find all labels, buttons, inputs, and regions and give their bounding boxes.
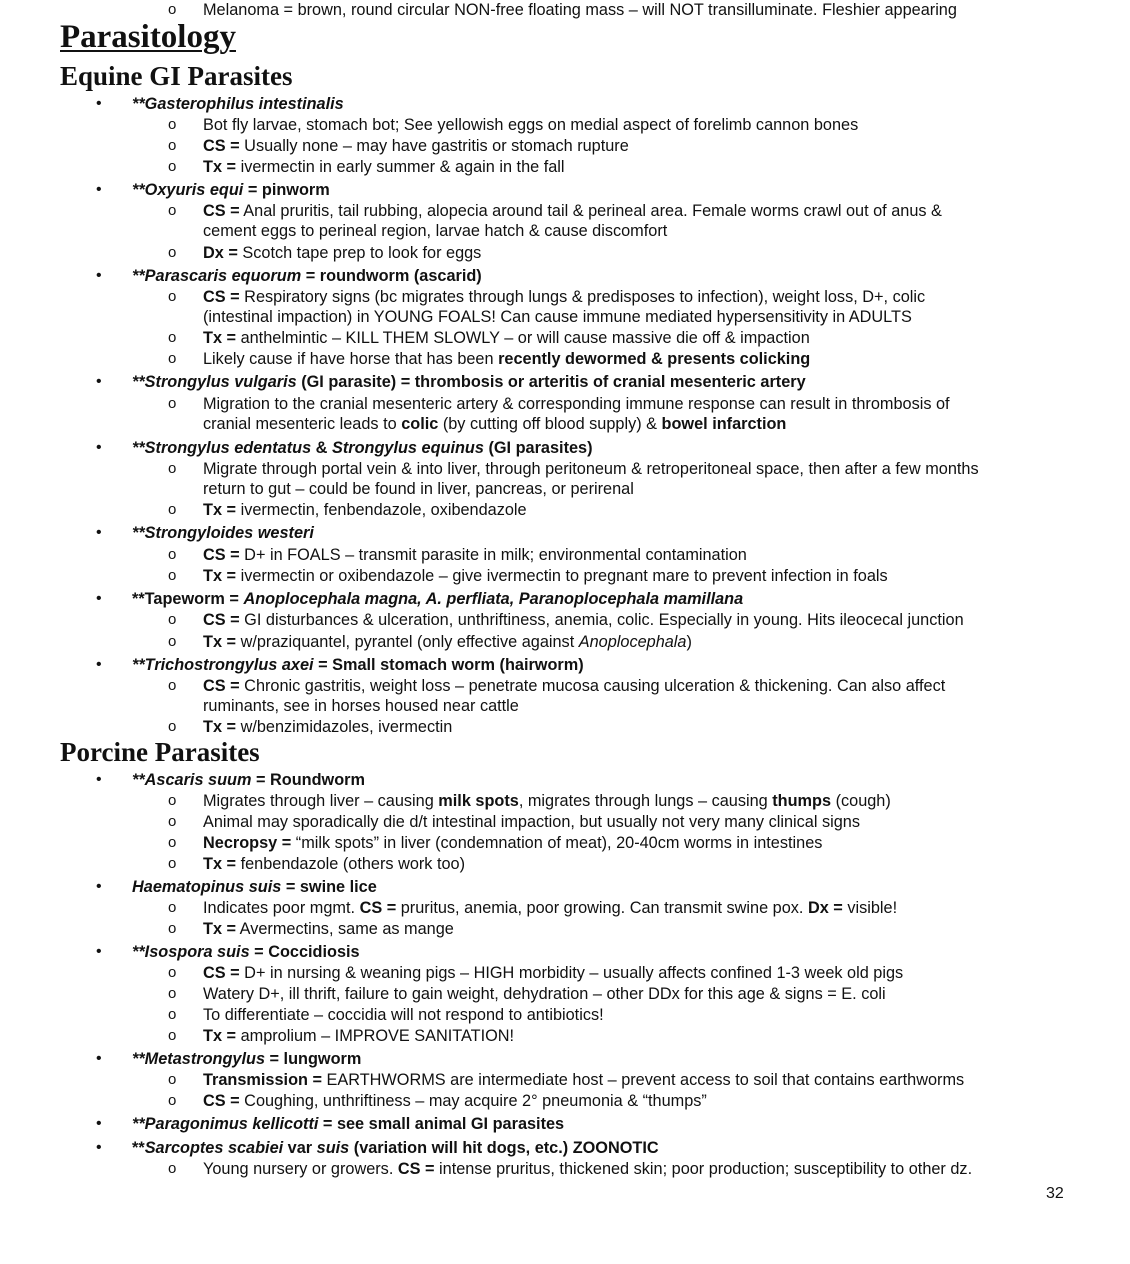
strongyloides-cs: CS = D+ in FOALS – transmit parasite in milk; environmental contamination [203,546,747,564]
sub-bullet-marker: o [168,395,177,412]
edentatus-migration-cont: return to gut – could be found in liver, pancreas, or perirenal [203,480,634,498]
sub-bullet-marker: o [168,567,177,584]
tapeworm-tx: Tx = w/praziquantel, pyrantel (only effective against Anoplocephala) [203,633,692,651]
porcine-heading: Porcine Parasites [60,737,260,767]
isospora-watery: Watery D+, ill thrift, failure to gain weight, dehydration – other DDx for this age & signs = E. coli [203,985,886,1003]
sub-bullet-marker: o [168,855,177,872]
gasterophilus-desc: Bot fly larvae, stomach bot; See yellowish eggs on medial aspect of forelimb cannon bones [203,116,859,134]
metastrongylus-transmission: Transmission = EARTHWORMS are intermediate host – prevent access to soil that contains earthworms [203,1071,965,1089]
haematopinus-tx: Tx = Avermectins, same as mange [203,920,454,938]
bullet-marker: • [96,590,102,607]
parascaris-cs-cont: (intestinal impaction) in YOUNG FOALS! Can cause immune mediated hypersensitivity in ADULTS [203,308,912,326]
vulgaris-heading: **Strongylus vulgaris (GI parasite) = thrombosis or arteritis of cranial mesenteric artery [132,373,806,391]
oxyuris-heading: **Oxyuris equi = pinworm [132,181,330,199]
page-number: 32 [1046,1185,1064,1202]
haematopinus-cs: Indicates poor mgmt. CS = pruritus, anemia, poor growing. Can transmit swine pox. Dx = visible! [203,899,898,917]
sub-bullet-marker: o [168,1071,177,1088]
sub-bullet-marker: o [168,244,177,261]
sub-bullet-marker: o [168,1160,177,1177]
bullet-marker: • [96,181,102,198]
ascaris-necropsy: Necropsy = “milk spots” in liver (condemnation of meat), 20-40cm worms in intestines [203,834,823,852]
edentatus-heading: **Strongylus edentatus & Strongylus equinus (GI parasites) [132,439,593,457]
ascaris-sporadic: Animal may sporadically die d/t intestinal impaction, but usually not very many clinical signs [203,813,860,831]
sub-bullet-marker: o [168,633,177,650]
sub-bullet-marker: o [168,985,177,1002]
sub-bullet-marker: o [168,1027,177,1044]
equine-heading: Equine GI Parasites [60,61,293,91]
trichostrongylus-heading: **Trichostrongylus axei = Small stomach worm (hairworm) [132,656,584,674]
metastrongylus-heading: **Metastrongylus = lungworm [132,1050,362,1068]
sub-bullet-marker: o [168,677,177,694]
sub-bullet-marker: o [168,460,177,477]
sub-bullet-marker: o [168,611,177,628]
vulgaris-migration: Migration to the cranial mesenteric artery & corresponding immune response can result in thrombosis of [203,395,950,413]
sub-bullet-marker: o [168,288,177,305]
sub-bullet-marker: o [168,329,177,346]
bullet-marker: • [96,1050,102,1067]
oxyuris-cs-cont: cement eggs to perineal region, larvae hatch & cause discomfort [203,222,668,240]
bullet-marker: • [96,95,102,112]
strongyloides-heading: **Strongyloides westeri [132,524,314,542]
sub-bullet-marker: o [168,116,177,133]
bullet-marker: • [96,439,102,456]
bullet-marker: • [96,878,102,895]
sub-bullet-marker: o [168,964,177,981]
ascaris-heading: **Ascaris suum = Roundworm [132,771,365,789]
sub-bullet-marker: o [168,792,177,809]
oxyuris-dx: Dx = Scotch tape prep to look for eggs [203,244,482,262]
edentatus-tx: Tx = ivermectin, fenbendazole, oxibendazole [203,501,527,519]
trichostrongylus-cs: CS = Chronic gastritis, weight loss – penetrate mucosa causing ulceration & thickening. Can also affect [203,677,946,695]
melanoma-line: Melanoma = brown, round circular NON-free floating mass – will NOT transilluminate. Fleshier appearing [203,1,957,19]
paragonimus-heading: **Paragonimus kellicotti = see small animal GI parasites [132,1115,565,1133]
ascaris-tx: Tx = fenbendazole (others work too) [203,855,466,873]
edentatus-migration: Migrate through portal vein & into liver, through peritoneum & retroperitoneal space, then after a few months [203,460,979,478]
vulgaris-migration-cont: cranial mesenteric leads to colic (by cutting off blood supply) & bowel infarction [203,415,787,433]
metastrongylus-cs: CS = Coughing, unthriftiness – may acquire 2° pneumonia & “thumps” [203,1092,707,1110]
tapeworm-cs: CS = GI disturbances & ulceration, unthriftiness, anemia, colic. Especially in young. Hits ileocecal junction [203,611,964,629]
trichostrongylus-tx: Tx = w/benzimidazoles, ivermectin [203,718,453,736]
bullet-marker: • [96,771,102,788]
isospora-tx: Tx = amprolium – IMPROVE SANITATION! [203,1027,515,1045]
bullet-marker: • [96,656,102,673]
sub-bullet-marker: o [168,158,177,175]
bullet-marker: • [96,1139,102,1156]
bullet-marker: • [96,943,102,960]
bullet-marker: • [96,373,102,390]
sub-bullet-marker: o [168,899,177,916]
sub-bullet-marker: o [168,1,177,18]
strongyloides-tx: Tx = ivermectin or oxibendazole – give ivermectin to pregnant mare to prevent infection in foals [203,567,888,585]
sub-bullet-marker: o [168,350,177,367]
gasterophilus-cs: CS = Usually none – may have gastritis or stomach rupture [203,137,629,155]
sub-bullet-marker: o [168,813,177,830]
sarcoptes-cs: Young nursery or growers. CS = intense pruritus, thickened skin; poor production; susceptibility to other dz. [203,1160,973,1178]
sub-bullet-marker: o [168,834,177,851]
sub-bullet-marker: o [168,501,177,518]
sub-bullet-marker: o [168,546,177,563]
bullet-marker: • [96,267,102,284]
isospora-cs: CS = D+ in nursing & weaning pigs – HIGH morbidity – usually affects confined 1-3 week old pigs [203,964,904,982]
sub-bullet-marker: o [168,718,177,735]
parascaris-cs: CS = Respiratory signs (bc migrates through lungs & predisposes to infection), weight loss, D+, colic [203,288,926,306]
parascaris-heading: **Parascaris equorum = roundworm (ascarid) [132,267,482,285]
trichostrongylus-cs-cont: ruminants, see in horses housed near cattle [203,697,519,715]
gasterophilus-heading: **Gasterophilus intestinalis [132,95,344,113]
sub-bullet-marker: o [168,920,177,937]
sub-bullet-marker: o [168,1092,177,1109]
sub-bullet-marker: o [168,1006,177,1023]
bullet-marker: • [96,1115,102,1132]
oxyuris-cs: CS = Anal pruritis, tail rubbing, alopecia around tail & perineal area. Female worms crawl out of anus & [203,202,942,220]
haematopinus-heading: Haematopinus suis = swine lice [132,878,377,896]
sub-bullet-marker: o [168,137,177,154]
parascaris-likely-cause: Likely cause if have horse that has been recently dewormed & presents colicking [203,350,811,368]
tapeworm-heading: **Tapeworm = Anoplocephala magna, A. perfliata, Paranoplocephala mamillana [132,590,744,608]
isospora-heading: **Isospora suis = Coccidiosis [132,943,360,961]
ascaris-migration: Migrates through liver – causing milk spots, migrates through lungs – causing thumps (cough) [203,792,891,810]
sarcoptes-heading: **Sarcoptes scabiei var suis (variation will hit dogs, etc.) ZOONOTIC [132,1139,659,1157]
isospora-differentiate: To differentiate – coccidia will not respond to antibiotics! [203,1006,604,1024]
parascaris-tx: Tx = anthelmintic – KILL THEM SLOWLY – or will cause massive die off & impaction [203,329,810,347]
page-title: Parasitology [60,19,236,55]
bullet-marker: • [96,524,102,541]
gasterophilus-tx: Tx = ivermectin in early summer & again in the fall [203,158,565,176]
sub-bullet-marker: o [168,202,177,219]
